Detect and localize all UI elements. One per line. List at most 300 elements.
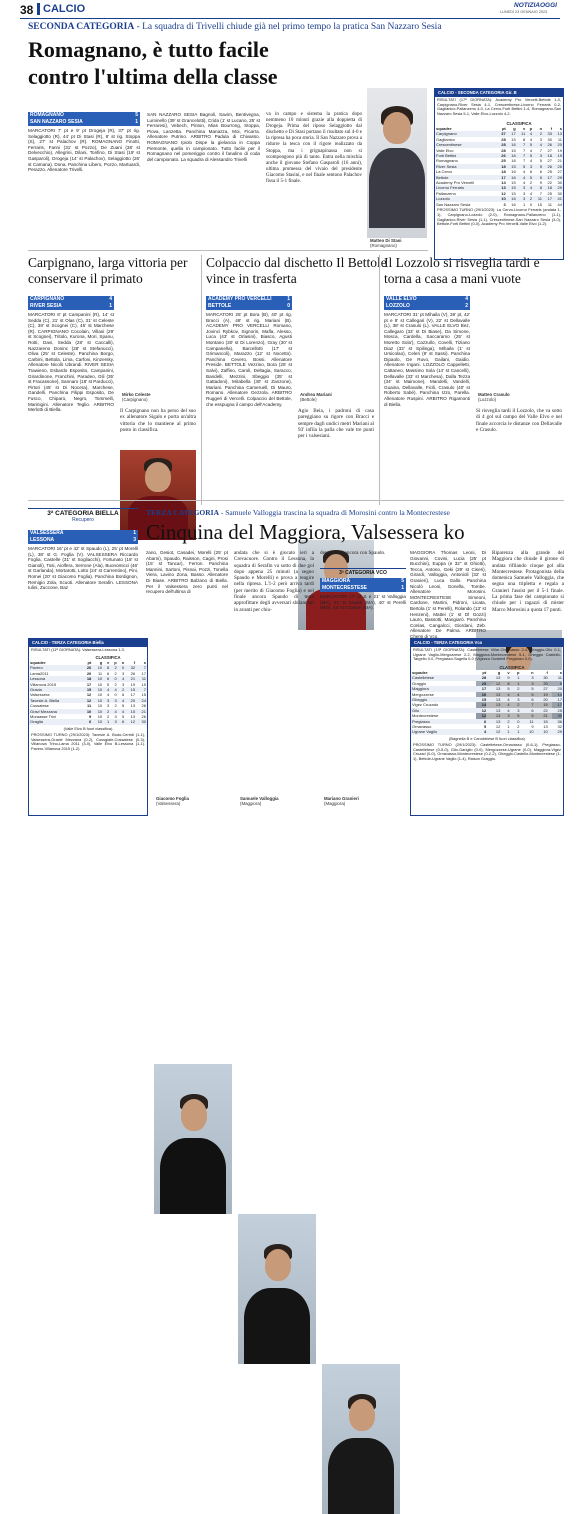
table-cell: 5 xyxy=(517,164,527,169)
table-cell: 12 xyxy=(86,692,92,698)
column-rule xyxy=(379,255,380,505)
table-cell: 17 xyxy=(86,681,92,687)
table-cell: 15 xyxy=(125,687,136,692)
table-cell: 10 xyxy=(97,714,103,720)
standings-table xyxy=(29,660,147,725)
table-cell: 4 xyxy=(529,136,533,142)
table-cell: 17 xyxy=(549,697,563,702)
table-cell: 6 xyxy=(103,676,110,681)
table-cell: 30 xyxy=(557,713,562,719)
top-story-title xyxy=(28,36,468,90)
story4-body: Si risveglia tardi il Lozzolo, che va sotto di 4 gol sul campo del Valle Elvo e nel finale accorcia le distanze con Dellavalle e Crasulo. xyxy=(476,408,562,433)
table-cell: 4 xyxy=(529,147,533,153)
table-cell: 30 xyxy=(136,719,147,724)
column-header: v xyxy=(103,660,110,665)
score-row: ROMAGNANO 5 xyxy=(30,112,138,118)
vco-text: MARCATORI 17' pt S e 21' st Valloggia (MA), 31' st Girardi (MA), 40' st Perelli (MO), 44' st Granieri (MA). xyxy=(320,594,406,611)
table-cell: 10 xyxy=(92,719,103,724)
table-cell: 2 xyxy=(114,670,117,676)
story3-text: MARCATORI 25' pt Bora (B), 40' pt rig. Bracci (A), 48' st rig. Mariani (B). ACADEMY PRO VERCELLI Romano, Jovinci Rybkov, Signorin, Mafla, Alesso, Luca (43' st Orlasini), Biasco, Agusti Montano (30' st Di Lorenzo), Gray (30' st Campanella), Barcellotti (17' st Grimancoli), Marazzo (12' st Nocetto). Panchina Cevero, Bossi. Allenatore Preside. BETTOLE Vezzino, Bora (25' st Salvi), Zaffino, Caroli, Deltagia, Saracco, Bandelli, Mezzini, Sbeggio (35' st Gattadoni), Mirabella (30' st Zanzone), Mariani. Panchina Cameruell, Di Mauro, Romano. Allenatore Gezzola. ARBITRO Ruggeri di Vercelli. Colpaccio del Bettole, che esspugna il campo dell'Academy. xyxy=(206,312,292,407)
score-row: VALLE ELVO 4 xyxy=(386,296,468,302)
story5-col3: dere i conti ancora con Spaudo. xyxy=(320,550,386,556)
table-cell: 4 xyxy=(529,158,533,164)
table-cell: 15 xyxy=(473,697,487,702)
table-cell: 19 xyxy=(130,681,136,687)
table-cell: 10 xyxy=(92,709,103,714)
table-cell: 15 xyxy=(511,147,516,153)
table-cell: 5 xyxy=(122,703,125,709)
table-cell: 4 xyxy=(107,692,110,698)
table-cell: 16 xyxy=(511,169,516,175)
biella-label: 3ª CATEGORIA BIELLA Recupero xyxy=(28,508,138,523)
column-rule xyxy=(201,255,202,505)
table-cell: 5 xyxy=(501,686,510,691)
table-cell: Cossatese xyxy=(30,703,49,709)
photo-caption: Matteo Crasulo (Lozzolo) xyxy=(478,392,510,403)
photo-caption: Mirko Celeste (Carpignano) xyxy=(122,392,151,403)
table-cell: 12 xyxy=(473,708,487,713)
table-cell: 14 xyxy=(501,180,506,186)
table-cell: 36 xyxy=(549,719,563,724)
table-cell: 4 xyxy=(501,697,510,702)
table-cell: 15 xyxy=(507,164,517,169)
score-row: LOZZOLO 2 xyxy=(386,303,468,309)
table-cell: 13 xyxy=(487,675,501,680)
table-cell: 25 xyxy=(549,708,563,713)
table-cell: 2 xyxy=(114,681,117,687)
table-cell: Villanova 2015 xyxy=(30,681,57,687)
table-cell: Ugrane Vaglio xyxy=(411,729,473,734)
photo-caption: Samuele Valloggia (Maggiora) xyxy=(240,796,279,807)
table-cell: Tavesie A. Biella xyxy=(29,698,81,703)
table-cell: 25 xyxy=(547,169,552,175)
table-cell: 11 xyxy=(87,703,92,709)
table-cell: 15 xyxy=(141,692,146,698)
table-cell: 33 xyxy=(543,131,553,136)
table-cell: 11 xyxy=(533,196,543,201)
table-cell: Romagnano xyxy=(436,158,458,164)
table-cell: Crescentinese xyxy=(435,142,497,147)
table-cell: 11 xyxy=(557,136,562,142)
table-cell: 18 xyxy=(81,676,92,681)
table-cell: 4 xyxy=(526,131,533,136)
table-cell: 13 xyxy=(495,702,501,708)
table-cell: 20 xyxy=(553,142,563,147)
table-cell: La Cervo xyxy=(436,169,453,175)
box-results: RISULTATI (17ª GIORNATA): Academy Pro Vercelli-Bettole 1-0, Carpignano-River Sesia 4-1, Crescentinese-Livorno Ferraris 0-2, Gaglianico-Pallanzeno 4-0, La Cervo-Forti Bettini 1-4, Romagnano-San Nazzaro Sesia 5-1, Valle Elvo-Lozzolo 4-2. xyxy=(437,97,561,117)
table-cell: 1 xyxy=(103,719,110,724)
table-cell: 12 xyxy=(125,719,136,724)
table-cell: 11 xyxy=(97,670,103,676)
column-header: squadre xyxy=(435,126,497,131)
table-cell: 15 xyxy=(511,190,516,196)
table-cell: Bettole xyxy=(435,175,497,180)
table-cell: 17 xyxy=(141,670,146,676)
table-cell: 6 xyxy=(473,719,487,724)
table-cell: 21 xyxy=(557,158,562,164)
table-cell: 18 xyxy=(543,153,553,158)
table-cell: 10 xyxy=(92,665,103,670)
table-cell: Graggio xyxy=(412,680,427,686)
section-marker xyxy=(37,3,40,15)
column-header: f xyxy=(125,660,136,665)
table-cell: 7 xyxy=(539,147,543,153)
column-header: p xyxy=(526,126,533,131)
table-cell: 32 xyxy=(125,665,136,670)
table-cell: 24 xyxy=(136,698,147,703)
table-cell: 7 xyxy=(539,190,543,196)
table-cell: Pavero xyxy=(29,665,81,670)
table-cell: 0 xyxy=(110,676,117,681)
table-cell: 10 xyxy=(97,703,103,709)
table-cell: 4 xyxy=(526,185,533,190)
biella-text: MARCATORI 16' pt e 42' st Spaudo (L), 25' pt Morelli (L), 38' st G. Foglia (V). VALSESSERA Riccardo Foglia, Castelle (31' st Sogliacchi), Fortunato (18' st Gianoli), Tosi, Aiolfera, Serrone (Ala), Buonomicci (46' st Garlanda), Mortarotti, Lotto (24' st Carrentino), Pini, Romei (20' st Giacomo Foglia). Panchina Bordignon, Remigio Zola, Scuoti. Allenatore Serafin. LESSONA Iulini, Zuccone, Baz xyxy=(28,546,138,591)
table-cell: 2 xyxy=(517,724,520,730)
score-row: SAN NAZZARO SESIA 1 xyxy=(30,119,138,125)
table-cell: Gilo xyxy=(411,708,473,713)
table-cell: 44 xyxy=(557,201,562,207)
title-line-1: Romagnano, è tutto facile xyxy=(28,37,269,62)
score-row: RIVER SESIA 1 xyxy=(30,303,112,309)
table-cell: 20 xyxy=(86,670,92,676)
table-cell: 11 xyxy=(549,675,563,680)
table-cell: 5 xyxy=(539,158,543,164)
player-photo-valloggia xyxy=(238,1214,316,1364)
table-cell: 20 xyxy=(549,686,563,691)
results-box-seconda xyxy=(434,88,564,260)
table-cell: 11 xyxy=(517,131,527,136)
story2-title: Carpignano, larga vittoria per conservare il primato xyxy=(28,255,188,286)
table-cell: 0 xyxy=(529,201,533,207)
player-photo-foglia xyxy=(154,1064,232,1214)
section-title: CALCIO xyxy=(43,3,86,15)
table-cell: 19 xyxy=(557,147,562,153)
table-cell: 29 xyxy=(549,729,563,734)
table-cell: 16 xyxy=(511,201,516,207)
photo-caption: Matteo Di Stasi (Romagnano) xyxy=(370,238,402,249)
column-header: s xyxy=(549,670,563,675)
table-cell: Ornavasso xyxy=(412,724,432,730)
column-header: g xyxy=(92,660,103,665)
table-cell: Mergozzese xyxy=(412,691,434,697)
photo-caption: Andrea Mariani (Bettole) xyxy=(300,392,332,403)
table-cell: Livorno Ferraris xyxy=(435,185,497,190)
table-cell: 12 xyxy=(487,729,501,734)
column-header: n xyxy=(118,660,125,665)
column-header: n xyxy=(533,126,543,131)
top-story-col2: SAN NAZZARO SESIA Bagnoli, Savim, Bentivegna, Luminello (39' st Grancelotti), Crida (1' st Lucano, 25' st Ferraresi), Vebech, Pinton, Mias Bourrong, Stoppa, Piova, Lanzetta. Panchina Manazza, Moi, Ficarra. Allenatore Putrino. ARBITRO Padula di Chivasso. ROMAGNANO Ipiolo Dispe la gielancia in Coppa Piemonte, quella in campionato. Tutto facile per il Romagnano nel pomeriggio contro il fanalino di coda del campionato. La squadra di Alessandro Trivelli xyxy=(147,112,260,162)
table-cell: 10 xyxy=(81,709,92,714)
table-cell: 22 xyxy=(535,708,549,713)
table-cell: 14 xyxy=(481,702,487,708)
top-story-col3: va in campo e sistema la pratica dopo nemmeno 10 minuti grazie alla doppietta di Drogeja. Prima del riposo Selaggiotto dal dischetto e Di Stasi portano il risultato sul 4-0 e la ripresa ha poca storia. Il San Nazzaro prova a ridurre la tesca con il rigore realizzato da Stoppa, ma i grignapinassa non si scompongono più di tanto. Entra nella mischia anche il giovane Stefano Gasparoli (16 anni), ultima promessa del vivaio del presidente Giacomo Stasini, e nel finale sentono Palachov fissa il 5-1 finale. xyxy=(266,112,362,185)
kicker-text: - La squadra di Trivelli chiude già nel primo tempo la pratica San Nazzaro Sesia xyxy=(134,22,442,32)
column-header: squadre xyxy=(411,670,473,675)
story5-kicker: TERZA CATEGORIA - Samuele Valloggia trascina la squadra di Morosini contro la Montecrestese xyxy=(146,508,450,517)
table-cell: 3 xyxy=(110,719,117,724)
header-rule xyxy=(20,18,560,19)
column-header: v xyxy=(517,126,527,131)
table-cell: 30 xyxy=(557,190,562,196)
table-cell: Lozzolo xyxy=(435,196,497,201)
table-cell: Gheggio xyxy=(411,697,473,702)
table-cell: Maggiora xyxy=(411,686,473,691)
table-cell: 0 xyxy=(511,719,521,724)
table-cell: Pallanzeno xyxy=(436,190,456,196)
story5-col2: andata che si è giocato ieri a Crevacuore. Contro il Lessona, la squadra di Serafin va sotto di due gol dopo appena 25 minuti (a segno Spaudo e Morelli) e prova a reagire nella ripresa. L'1-2 però arriva tardi (per merito di Giacomo Foglia) e nel finale ancora Spaudo di testa approfittare degli avversari sbilanciati in avanti per chiu- xyxy=(234,550,314,613)
table-cell: 4 xyxy=(507,691,510,697)
table-cell: 25 xyxy=(481,680,487,686)
standings-table xyxy=(411,670,563,735)
table-cell: 12 xyxy=(495,680,501,686)
story4-title: Il Lozzolo si risveglia tardi e torna a casa a mani vuote xyxy=(384,255,540,286)
column-header: g xyxy=(507,126,517,131)
table-cell: Moraasse Trivi xyxy=(30,714,57,720)
story4-score xyxy=(384,296,470,310)
table-cell: 4 xyxy=(522,169,526,175)
table-cell: 2 xyxy=(517,702,520,708)
table-cell: 2 xyxy=(118,687,125,692)
table-cell: 26 xyxy=(497,153,507,158)
table-cell: 5 xyxy=(483,724,487,730)
table-cell: 13 xyxy=(543,724,548,730)
table-cell: 29 xyxy=(553,175,563,180)
table-cell: 4 xyxy=(118,698,125,703)
table-cell: 18 xyxy=(543,185,553,190)
table-cell: 10 xyxy=(92,698,103,703)
table-cell: 3 xyxy=(520,675,534,680)
table-cell: 3 xyxy=(114,714,117,720)
table-cell: 4 xyxy=(507,702,510,708)
top-score-box xyxy=(28,112,140,126)
table-cell: 1 xyxy=(507,724,510,730)
score-row: MONTECRESTESE 1 xyxy=(322,585,404,591)
table-cell: 28 xyxy=(473,675,487,680)
story2-score xyxy=(28,296,114,310)
table-cell: 17 xyxy=(543,175,553,180)
table-cell: 3 xyxy=(122,681,125,687)
table-cell: 17 xyxy=(130,692,136,698)
table-cell: 10 xyxy=(520,729,534,734)
table-cell: Valle Elvo xyxy=(436,147,454,153)
standings-table xyxy=(435,126,563,207)
table-cell: 4 xyxy=(110,687,117,692)
table-cell: Valsessera xyxy=(30,692,50,698)
story2-body: Il Carpignano non ha perso del suo ex allenatore Sigalo e porta un'altra vittoria che lo mantiene al primo posto in classifica. xyxy=(120,408,196,433)
top-story-kicker xyxy=(28,22,442,33)
table-cell: 37 xyxy=(497,131,507,136)
table-cell: 3 xyxy=(533,153,543,158)
table-cell: 1 xyxy=(511,729,521,734)
table-cell: Lessona xyxy=(29,676,81,681)
table-cell: 9 xyxy=(539,180,543,186)
column-header: f xyxy=(535,670,549,675)
table-cell: 8 xyxy=(507,680,510,686)
table-cell: 7 xyxy=(517,153,527,158)
table-cell: 3 xyxy=(503,201,506,207)
header-date: LUNEDÌ 23 GENNAIO 2023 xyxy=(500,10,548,14)
table-cell: 1 xyxy=(522,201,526,207)
table-cell: 13 xyxy=(495,713,501,719)
story5-col5: Riparenza alla grande del Maggiora che chiude il girone di andata rifilando cinque gol alla Montecrestese. Protagonista della domenica Samuele Valloggia, che segna una tripletta e regala a Granieri l'assist per il 5-1 finale. La prima fase del campionato si chiude per i ragazzi di mister Marco Morosini a quota 17 punti. xyxy=(492,550,564,613)
table-cell: 4 xyxy=(517,691,520,697)
column-header: f xyxy=(543,126,553,131)
table-cell: 3 xyxy=(511,708,521,713)
table-cell: 19 xyxy=(543,691,548,697)
column-header: squadre xyxy=(29,660,81,665)
table-cell: 29 xyxy=(553,185,563,190)
table-cell: 15 xyxy=(507,185,517,190)
table-cell: 6 xyxy=(107,670,110,676)
table-cell: 5 xyxy=(122,714,125,720)
table-cell: 10 xyxy=(92,676,103,681)
table-cell: Vigez Cruzado xyxy=(412,702,439,708)
table-cell: 10 xyxy=(97,692,103,698)
vco-score xyxy=(320,578,406,592)
table-cell: 9 xyxy=(559,680,562,686)
table-cell: 27 xyxy=(557,169,562,175)
table-cell: 5 xyxy=(517,713,520,719)
score-row: VALSESSERA 1 xyxy=(30,530,136,536)
column-header: p xyxy=(110,660,117,665)
table-cell: 6 xyxy=(118,719,125,724)
table-cell: 2 xyxy=(103,709,110,714)
table-box-biella: CALCIO - TERZA CATEGORIA Biella RISULTATI (11ª GIORNATA): Valsessera-Lessona 1-3. CLASSIFICA squadre pt g v p n f s Pavero 26 10 8 2 0 32 7 Lama2011 20 11 6 2 3 26 17 Lessona 18 10 6 0 4 21 11 Villanova 2015 17 10 5 2 3 19 15 Gravia 15 10 4 4 2 15 7 Valsessera 12 10 4 0 6 17 15 Tavesie A. Biella 12 10 3 3 4 20 24 Cossatese 11 10 3 2 5 13 26 Gravi Mezzana 10 10 2 4 4 15 21 Moraasse Trivi 9 10 2 3 5 13 26 Graglia 6 10 1 3 6 12 30 (Valle Elvo B fuori classifica) PROSSIMO TURNO (29/1/2023): Tavesie A. Bodo-Cerridi (1-1), Valsessera-Graviè Mezzana (0-2), Cossgiale-Cossatese (0-3), Villanova Trino-Lama 2011 (3-0), Valle Elvo B-Lessona (1-1). Pavero-Villanova 2015 (1-2). xyxy=(28,638,148,816)
table-cell: 30 xyxy=(535,675,549,680)
kicker-category: SECONDA CATEGORIA xyxy=(28,22,135,32)
table-cell: 19 xyxy=(553,153,563,158)
table-cell: 10 xyxy=(97,681,103,687)
table-cell: 7 xyxy=(522,158,526,164)
table-cell: 11 xyxy=(136,676,147,681)
table-cell: 21 xyxy=(136,709,147,714)
table-cell: 16 xyxy=(507,142,517,147)
table-cell: 1 xyxy=(501,729,510,734)
table-cell: 16 xyxy=(507,153,517,158)
table-cell: Gravi Mezzana xyxy=(29,709,81,714)
table-cell: 12 xyxy=(495,724,501,730)
table-cell: 2 xyxy=(114,703,117,709)
table-cell: 26 xyxy=(81,665,92,670)
story5-col1: zano, Gesiot, Casadei, Morelli (25' pt Abarni), Spaudo, Raisson, Cagni, Prosi (15' st Tancar), Ferron. Panchina Mannini, Sartoni, Pisnai, Pozzi, Tonella Viera, Lavino Zona, Basso. Allenatore Di Biase. ARBITRO Balzano di Biella. Per il Valsessera zero punti nel recupero dell'ultima di xyxy=(146,550,228,595)
table-cell: 7 xyxy=(522,147,526,153)
table-cell: 27 xyxy=(547,158,552,164)
table-cell: 6 xyxy=(520,697,534,702)
table-cell: 13 xyxy=(497,185,507,190)
table-cell: 3 xyxy=(517,196,527,201)
table-cell: 3 xyxy=(107,703,110,709)
table-cell: Gravia xyxy=(29,687,81,692)
table-cell: 16 xyxy=(507,196,517,201)
column-header: v xyxy=(501,670,510,675)
table-cell: 9 xyxy=(89,714,92,720)
column-header: pt xyxy=(497,126,507,131)
table-cell: 15 xyxy=(537,201,543,207)
table-cell: 14 xyxy=(557,691,562,697)
table-cell: 2 xyxy=(511,686,521,691)
table-cell: 25 xyxy=(547,190,552,196)
table-cell: 26 xyxy=(141,714,146,720)
table-cell: 6 xyxy=(520,708,534,713)
table-cell: 15 xyxy=(543,702,548,708)
table-cell: 4 xyxy=(529,190,533,196)
table-cell: River Sesia xyxy=(435,164,497,169)
table-cell: 4 xyxy=(533,142,543,147)
table-cell: 9 xyxy=(501,675,510,680)
table-cell: Gaglianico xyxy=(436,136,455,142)
table-cell: 1 xyxy=(511,675,521,680)
table-cell: 15 xyxy=(141,681,146,687)
table-cell: 15 xyxy=(125,709,136,714)
table-cell: 32 xyxy=(557,724,562,730)
table-cell: 3 xyxy=(526,164,533,169)
score-row: CARPIGNANO 4 xyxy=(30,296,112,302)
table-cell: 7 xyxy=(136,687,147,692)
score-row: LESSONA 3 xyxy=(30,537,136,543)
table-cell: 26 xyxy=(141,703,146,709)
table-cell: Graglia xyxy=(29,719,81,724)
table-cell: 1 xyxy=(517,680,520,686)
table-cell: 8 xyxy=(103,665,110,670)
table-cell: 6 xyxy=(539,169,543,175)
table-cell: 3 xyxy=(522,190,526,196)
table-cell: 22 xyxy=(547,180,552,186)
table-cell: 20 xyxy=(535,697,549,702)
table-cell: 17 xyxy=(543,196,553,201)
table-cell: 3 xyxy=(531,680,534,686)
table-cell: 4 xyxy=(118,676,125,681)
table-cell: 30 xyxy=(547,136,552,142)
column-header: n xyxy=(520,670,534,675)
table-cell: 16 xyxy=(507,175,517,180)
table-cell: 0 xyxy=(118,665,125,670)
table-cell: 11 xyxy=(547,201,552,207)
next-round: PROSSIMO TURNO (29/1/2023): La Cervo-Livorno Ferraris (andata 1-1), Carpignano-Lozzolo (2-0), Romagnano-Pallanzeno (1-1), Gaglianico-River Sesia (1-1), Crescentinese-San Nazzaro Sesia (3-0), Bettole-Forti Bettini (0-0), Academy Pro Vercelli-Valle Elvo (1-2). xyxy=(437,207,561,227)
score-row: BETTOLE 0 xyxy=(208,303,290,309)
table-cell: 13 xyxy=(487,719,501,724)
table-cell: 5 xyxy=(520,686,534,691)
photo-caption: Mariano Granieri (Maggiora) xyxy=(324,796,359,807)
table-cell: 3 xyxy=(110,698,117,703)
story5-col4: MAGGIORA Thomas Leoni, Di Giovanni, Covini, Lucia (25' pt Bucchini), Euppa (e 32'' st Ghiotti), Tecca, Antono, Geki (29' st Ciseri), Girardi, Valloggia, Antonioli (32' st Granieri), Luca Gallo. Panchina Nicolò Leoni, Gonella, Tombe. Allenatore Morosini. MONTECRESTESE Simeoni, Cardone, Martini, Pidroni, Licata, Bertola (1' st Perelli), Rolando (13' st Henzeni), Mattei (1' st Dl Gozzi) Lauro, Bassotti, Mangiarò. Panchina Conlas, Cangalcci, Giordani, Zeb. Allenatore De Palma. ARBITRO Chersi di Vco. xyxy=(410,550,486,639)
section-rule xyxy=(28,500,564,501)
table-cell: 10 xyxy=(535,729,549,734)
table-cell: 5 xyxy=(533,175,543,180)
page-header xyxy=(0,0,580,18)
biella-score xyxy=(28,530,138,544)
table-cell: 3 xyxy=(517,185,527,190)
table-cell: 6 xyxy=(529,169,533,175)
table-cell: 12 xyxy=(481,713,487,719)
table-cell: 20 xyxy=(125,698,136,703)
table-cell: 16 xyxy=(511,158,516,164)
column-header: g xyxy=(487,670,501,675)
table-cell: 30 xyxy=(557,180,562,186)
table-cell: Academy Pro Vercelli xyxy=(436,180,475,186)
table-cell: 28 xyxy=(497,142,507,147)
story2-text: MARCATORI 8' pt Campanini (R), 14' st Sedda (C), 21' st Olas (C), 31' st Celeste (C), 38' st Scognei (C), 45' st Marchese (R). CARPIGNANO Cocolain, Villani (29' st Scognei), Tritolo, Kurona, Mori, Spanu, Rotti, Davi, Sedda (28' st Caccalli), Nazzareno Doninc (28' st Stefanucci), Oliva (25' st Celeste). Panchina Borgo, Carbini, Bettola, Lima, Carfoni, Kinzersky. Allenatore Nicolò Ubrandi. RIVER SESIA Trawieno, Esbardo Esposito, Campanini, Girardinone, Franchini, Paradeo, Gili (35' st Fracassone), Sannaro (18' st Parducci), Pirtori (45' st Di Nocera), Marchese, Gandelli. Panchina Filippi Esposito, De Fusco, Chiparo, Negro, Tommelli, Marinigini. Allenatore Teglio. ARBITRO Merlotti di Biella. xyxy=(28,312,114,413)
table-cell: 2 xyxy=(110,665,117,670)
table-cell: 4 xyxy=(473,729,487,734)
table-cell: 13 xyxy=(487,708,501,713)
table-cell: 4 xyxy=(501,708,510,713)
table-cell: Lama2011 xyxy=(30,670,49,676)
title-line-2: contro l'ultima della classe xyxy=(28,64,278,89)
table-cell: 25 xyxy=(501,158,506,164)
table-cell: 25 xyxy=(553,164,563,169)
table-cell: 8 xyxy=(522,136,526,142)
table-cell: 8 xyxy=(533,185,543,190)
